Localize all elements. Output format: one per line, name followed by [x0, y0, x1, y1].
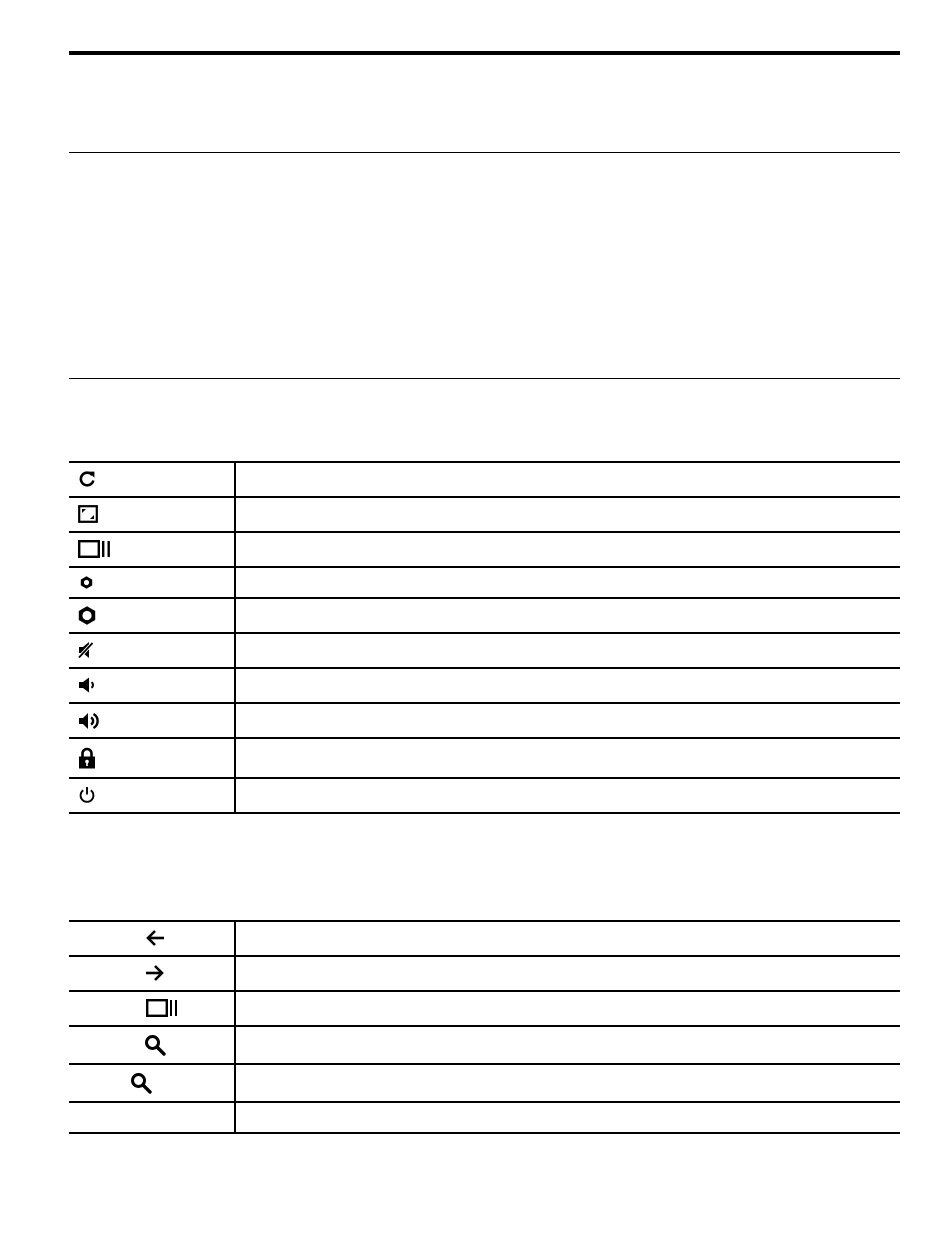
key-cell: [69, 1026, 235, 1064]
table-row: [69, 778, 900, 813]
combo-description: [235, 921, 900, 956]
table-row: [69, 633, 900, 668]
table-row: [69, 668, 900, 703]
function-description: [235, 778, 900, 813]
section-divider-upper: [69, 152, 900, 153]
combo-description: [235, 1102, 900, 1133]
brightness-up-icon: [78, 606, 96, 625]
key-cell: [69, 598, 235, 633]
power-icon: [78, 786, 96, 804]
overview-icon: [78, 540, 112, 558]
table-row: [69, 991, 900, 1026]
brightness-down-icon: [80, 576, 93, 589]
key-cell: [69, 633, 235, 668]
key-cell: [69, 991, 235, 1026]
function-description: [235, 497, 900, 532]
table-row: [69, 1102, 900, 1133]
table-row: [69, 738, 900, 778]
table-row: [69, 956, 900, 991]
table-row: [69, 1026, 900, 1064]
function-description: [235, 703, 900, 738]
function-description: [235, 532, 900, 567]
back-arrow-icon: [145, 929, 165, 947]
function-keys-table: [69, 461, 900, 814]
key-cell: [69, 567, 235, 598]
key-cell: [69, 532, 235, 567]
key-cell: [69, 462, 235, 497]
section-divider-lower: [69, 378, 900, 379]
key-cell: [69, 1064, 235, 1102]
combo-description: [235, 1026, 900, 1064]
combo-description: [235, 991, 900, 1026]
combo-description: [235, 1064, 900, 1102]
search-icon: [143, 1033, 167, 1057]
key-cell: [69, 1102, 235, 1133]
function-description: [235, 462, 900, 497]
key-cell: [69, 668, 235, 703]
function-description: [235, 633, 900, 668]
table-row: [69, 598, 900, 633]
table-row: [69, 497, 900, 532]
overview-icon: [146, 999, 180, 1017]
refresh-icon: [78, 470, 96, 488]
function-description: [235, 567, 900, 598]
key-cell: [69, 778, 235, 813]
key-cell: [69, 956, 235, 991]
search-icon: [129, 1071, 153, 1095]
top-heavy-rule: [69, 51, 900, 55]
mute-icon: [78, 641, 94, 659]
table-row: [69, 462, 900, 497]
table-row: [69, 921, 900, 956]
table-row: [69, 532, 900, 567]
key-cell: [69, 703, 235, 738]
volume-up-icon: [78, 711, 100, 731]
search-combos-table: [69, 920, 900, 1134]
key-cell: [69, 497, 235, 532]
lock-icon: [78, 747, 96, 769]
forward-arrow-icon: [145, 964, 165, 982]
key-cell: [69, 738, 235, 778]
key-cell: [69, 921, 235, 956]
function-description: [235, 668, 900, 703]
table-row: [69, 1064, 900, 1102]
function-description: [235, 598, 900, 633]
fullscreen-icon: [78, 505, 98, 523]
combo-description: [235, 956, 900, 991]
table-row: [69, 567, 900, 598]
table-row: [69, 703, 900, 738]
volume-down-icon: [78, 676, 96, 694]
function-description: [235, 738, 900, 778]
